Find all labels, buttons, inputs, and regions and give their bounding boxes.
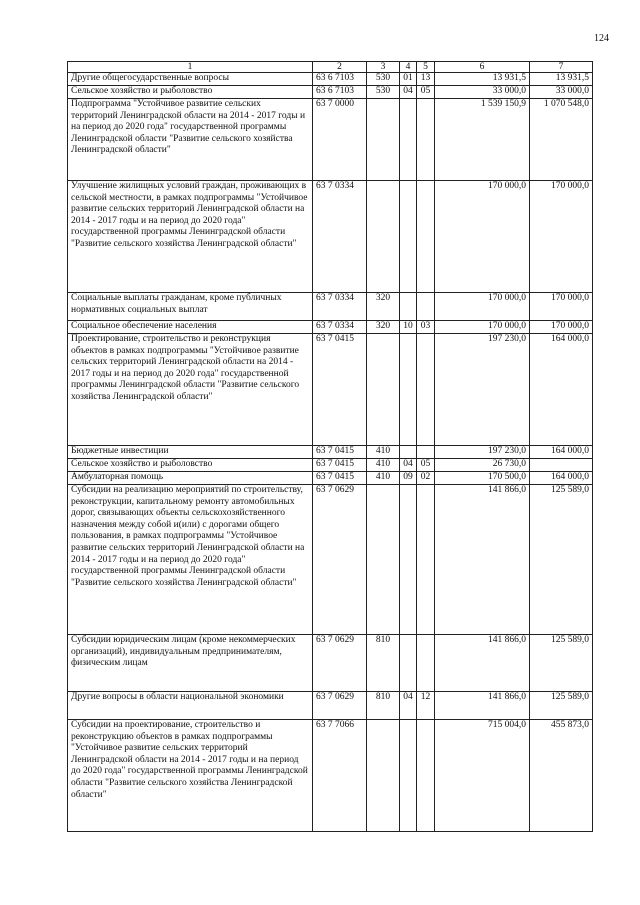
row-rz: 04: [400, 692, 417, 720]
row-pr: [417, 293, 435, 321]
row-csr: 63 6 7103: [313, 73, 367, 86]
row-rz: [400, 293, 417, 321]
row-pr: [417, 446, 435, 459]
row-vr: 530: [367, 86, 400, 99]
row-vr: 410: [367, 459, 400, 472]
row-sum-1: 197 230,0: [435, 446, 530, 459]
header-cell: 2: [313, 62, 367, 73]
row-pr: [417, 485, 435, 635]
row-sum-1: 197 230,0: [435, 334, 530, 446]
row-sum-2: 125 589,0: [530, 635, 593, 692]
table-row: [68, 472, 593, 485]
row-pr: [417, 334, 435, 446]
row-pr: [417, 720, 435, 832]
row-sum-2: 164 000,0: [530, 472, 593, 485]
row-name: Сельское хозяйство и рыболовство: [68, 86, 313, 99]
table-row: [68, 485, 593, 635]
row-csr: 63 6 7103: [313, 86, 367, 99]
row-vr: [367, 99, 400, 181]
row-vr: [367, 181, 400, 293]
row-name: Субсидии на реализацию мероприятий по строительству, реконструкции, капитальному ремонту автомобильных дорог, связывающих объекты сельскохозяйственного назначения между собой и(или) с дорогами общего пользования, в рамках подпрограммы "Устойчивое развитие сельских территорий Ленинградской области на 2014 - 2017 годы и на период до 2020 года" государственной программы Ленинградской области "Развитие сельского хозяйства Ленинградской области": [68, 485, 313, 635]
row-pr: [417, 181, 435, 293]
row-pr: 03: [417, 321, 435, 334]
row-pr: [417, 635, 435, 692]
header-cell: 1: [68, 62, 313, 73]
row-sum-2: 170 000,0: [530, 181, 593, 293]
table-row: [68, 692, 593, 720]
row-rz: [400, 635, 417, 692]
row-csr: 63 7 0334: [313, 321, 367, 334]
row-vr: [367, 485, 400, 635]
header-cell: 7: [530, 62, 593, 73]
row-sum-1: 170 000,0: [435, 321, 530, 334]
row-csr: 63 7 0415: [313, 334, 367, 446]
row-sum-1: 1 539 150,9: [435, 99, 530, 181]
row-csr: 63 7 0334: [313, 293, 367, 321]
row-rz: [400, 181, 417, 293]
row-sum-2: 13 931,5: [530, 73, 593, 86]
table-row: [68, 635, 593, 692]
table-row: [68, 181, 593, 293]
row-csr: 63 7 0415: [313, 446, 367, 459]
row-name: Субсидии на проектирование, строительство и реконструкцию объектов в рамках подпрограммы "Устойчивое развитие сельских территорий Ленинградской области на 2014 - 2017 годы и на период до 2020 года" государственной программы Ленинградской области "Развитие сельского хозяйства Ленинградской области": [68, 720, 313, 832]
table-row: [68, 446, 593, 459]
row-rz: 09: [400, 472, 417, 485]
table-row: [68, 86, 593, 99]
table-row: [68, 321, 593, 334]
row-rz: 04: [400, 459, 417, 472]
row-vr: [367, 720, 400, 832]
row-sum-2: 1 070 548,0: [530, 99, 593, 181]
table-row: [68, 293, 593, 321]
row-vr: 810: [367, 635, 400, 692]
row-sum-1: 13 931,5: [435, 73, 530, 86]
row-name: Субсидии юридическим лицам (кроме некоммерческих организаций), индивидуальным предпринимателям, физическим лицам: [68, 635, 313, 692]
row-sum-2: 170 000,0: [530, 321, 593, 334]
row-csr: 63 7 0629: [313, 485, 367, 635]
row-csr: 63 7 0334: [313, 181, 367, 293]
row-sum-1: 141 866,0: [435, 692, 530, 720]
header-cell: 4: [400, 62, 417, 73]
row-name: Сельское хозяйство и рыболовство: [68, 459, 313, 472]
row-sum-2: 170 000,0: [530, 293, 593, 321]
row-name: Другие общегосударственные вопросы: [68, 73, 313, 86]
row-name: Социальное обеспечение населения: [68, 321, 313, 334]
row-sum-1: 141 866,0: [435, 485, 530, 635]
table-row: [68, 99, 593, 181]
row-rz: [400, 446, 417, 459]
budget-table: [67, 61, 593, 832]
row-sum-1: 715 004,0: [435, 720, 530, 832]
row-csr: 63 7 7066: [313, 720, 367, 832]
row-rz: 01: [400, 73, 417, 86]
row-name: Социальные выплаты гражданам, кроме публичных нормативных социальных выплат: [68, 293, 313, 321]
row-sum-1: 26 730,0: [435, 459, 530, 472]
row-pr: 05: [417, 86, 435, 99]
table-row: [68, 73, 593, 86]
row-vr: 320: [367, 293, 400, 321]
row-rz: [400, 485, 417, 635]
row-sum-1: 170 500,0: [435, 472, 530, 485]
row-name: Амбулаторная помощь: [68, 472, 313, 485]
row-vr: 410: [367, 472, 400, 485]
row-vr: 810: [367, 692, 400, 720]
table-row: [68, 334, 593, 446]
row-pr: 13: [417, 73, 435, 86]
row-sum-1: 141 866,0: [435, 635, 530, 692]
table-row: [68, 720, 593, 832]
row-vr: 320: [367, 321, 400, 334]
row-pr: 12: [417, 692, 435, 720]
row-pr: 05: [417, 459, 435, 472]
row-csr: 63 7 0415: [313, 459, 367, 472]
row-sum-2: 33 000,0: [530, 86, 593, 99]
row-rz: [400, 720, 417, 832]
header-cell: 3: [367, 62, 400, 73]
row-name: Улучшение жилищных условий граждан, проживающих в сельской местности, в рамках подпрограммы "Устойчивое развитие сельских территорий Ленинградской области на 2014 - 2017 годы и на период до 2020 года" государственной программы Ленинградской области "Развитие сельского хозяйства Ленинградской области": [68, 181, 313, 293]
row-pr: [417, 99, 435, 181]
header-cell: 6: [435, 62, 530, 73]
row-vr: 530: [367, 73, 400, 86]
row-sum-2: 125 589,0: [530, 692, 593, 720]
header-cell: 5: [417, 62, 435, 73]
row-rz: [400, 99, 417, 181]
page-number: 124: [594, 33, 609, 44]
row-csr: 63 7 0415: [313, 472, 367, 485]
row-name: Проектирование, строительство и реконструкция объектов в рамках подпрограммы "Устойчивое развитие сельских территорий Ленинградской области на 2014 - 2017 годы и на период до 2020 года" государственной программы Ленинградской области "Развитие сельского хозяйства Ленинградской области": [68, 334, 313, 446]
table-header-row: [68, 62, 593, 73]
row-sum-2: 455 873,0: [530, 720, 593, 832]
row-sum-2: 164 000,0: [530, 334, 593, 446]
row-name: Бюджетные инвестиции: [68, 446, 313, 459]
row-name: Другие вопросы в области национальной экономики: [68, 692, 313, 720]
row-rz: 10: [400, 321, 417, 334]
row-pr: 02: [417, 472, 435, 485]
row-csr: 63 7 0000: [313, 99, 367, 181]
table-row: [68, 459, 593, 472]
row-csr: 63 7 0629: [313, 692, 367, 720]
row-sum-2: [530, 459, 593, 472]
row-sum-2: 164 000,0: [530, 446, 593, 459]
row-rz: [400, 334, 417, 446]
row-vr: [367, 334, 400, 446]
row-sum-1: 170 000,0: [435, 181, 530, 293]
row-rz: 04: [400, 86, 417, 99]
row-sum-1: 33 000,0: [435, 86, 530, 99]
row-name: Подпрограмма "Устойчивое развитие сельских территорий Ленинградской области на 2014 - 2017 годы и на период до 2020 года" государственной программы Ленинградской области "Развитие сельского хозяйства Ленинградской области": [68, 99, 313, 181]
row-csr: 63 7 0629: [313, 635, 367, 692]
row-vr: 410: [367, 446, 400, 459]
row-sum-2: 125 589,0: [530, 485, 593, 635]
row-sum-1: 170 000,0: [435, 293, 530, 321]
